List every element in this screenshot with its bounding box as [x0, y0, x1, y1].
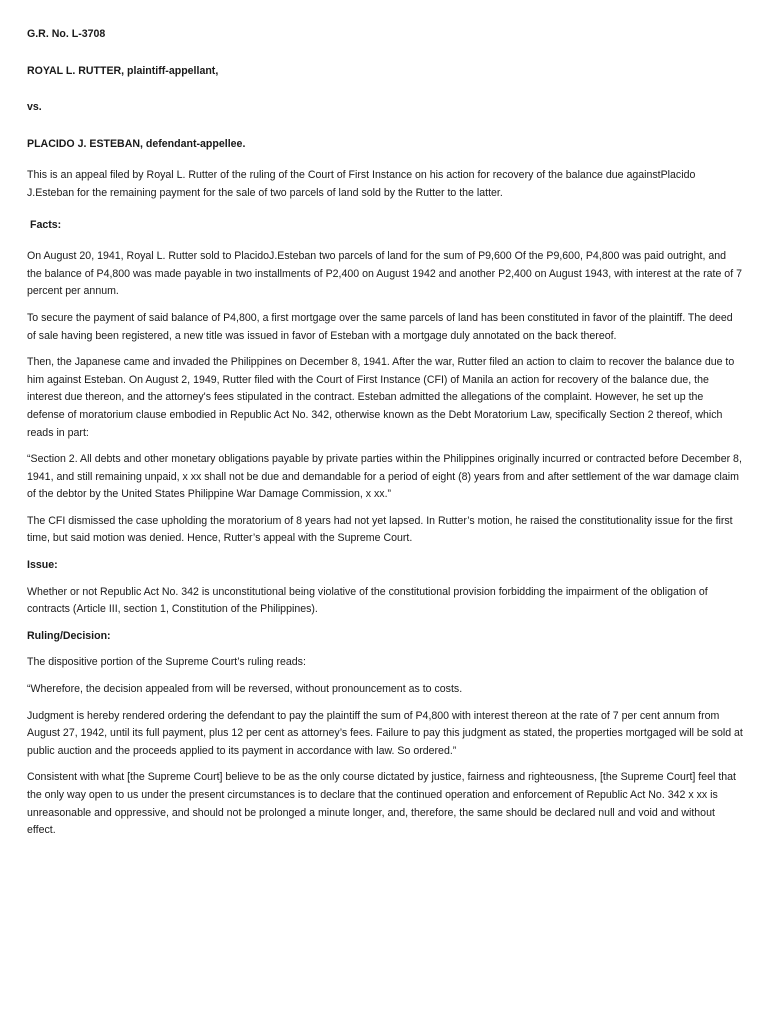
plaintiff-line: ROYAL L. RUTTER, plaintiff-appellant,: [27, 64, 219, 77]
facts-paragraph: To secure the payment of said balance of P4,800, a first mortgage over the same parcels of land has been constituted in favor of the plaintiff. The deed of sale having been registered, a new title was issued in favor of Esteban with a mortgage duly annotated on the back thereof.: [27, 311, 733, 342]
intro-paragraph: This is an appeal filed by Royal L. Rutter of the ruling of the Court of First Instance on his action for recovery of the balance due againstPlacido J.Esteban for the remaining payment for the sale of two parcels of land sold by the Rutter to the latter.: [27, 169, 696, 199]
quoted-provision: “Section 2. All debts and other monetary obligations payable by private parties within the Philippines originally incurred or contracted before December 8, 1941, and still remaining unpaid, x xx shall not be due and demandable for a period of eight (8) years from and after settlement of the war damage claim of the debtor by the United States Philippine War Damage Commission, x xx.”: [27, 453, 742, 501]
case-number: G.R. No. L-3708: [27, 28, 106, 40]
facts-heading: Facts:: [30, 218, 62, 231]
ruling-paragraph: “Wherefore, the decision appealed from will be reversed, without pronouncement as to costs.: [27, 683, 463, 696]
ruling-paragraph: Judgment is hereby rendered ordering the defendant to pay the plaintiff the sum of P4,800 with interest thereon at the rate of 7 per cent annum from August 27, 1942, until its full payment, plus 12 per cent as attorney’s fees. Failure to pay this judgment as stated, the properties mortgaged will be sold at public auction and the proceeds applied to its payment in accordance with law. So ordered.”: [27, 709, 743, 757]
issue-paragraph: Whether or not Republic Act No. 342 is unconstitutional being violative of the constitutional provision forbidding the impairment of the obligation of contracts (Article III, section 1, Constitution of the Philippines).: [27, 585, 708, 616]
facts-paragraph: Then, the Japanese came and invaded the Philippines on December 8, 1941. After the war, Rutter filed an action to claim to recover the balance due to him against Esteban. On August 2, 1949, Rutter filed with the Court of First Instance (CFI) of Manila an action for recovery of the balance due, the interest due thereon, and the attorney's fees stipulated in the contract. Esteban admitted the allegations of the complaint. However, he set up the defense of moratorium clause embodied in Republic Act No. 342, otherwise known as the Debt Moratorium Law, specifically Section 2 thereof, which reads in part:: [27, 356, 735, 439]
ruling-paragraph: The dispositive portion of the Supreme Court’s ruling reads:: [27, 656, 306, 669]
issue-heading: Issue:: [27, 559, 58, 572]
ruling-heading: Ruling/Decision:: [27, 629, 111, 642]
facts-paragraph: On August 20, 1941, Royal L. Rutter sold to PlacidoJ.Esteban two parcels of land for the sum of P9,600 Of the P9,600, P4,800 was paid outright, and the balance of P4,800 was made payable in two installments of P2,400 on August 1942 and another P2,400 on August 1943, with interest at the rate of 7 percent per annum.: [27, 250, 742, 298]
facts-paragraph: The CFI dismissed the case upholding the moratorium of 8 years had not yet lapsed. In Rutter’s motion, he raised the constitutionality issue for the first time, but said motion was denied. Hence, Rutter’s appeal with the Supreme Court.: [27, 514, 733, 545]
versus-line: vs.: [27, 101, 42, 114]
ruling-paragraph: Consistent with what [the Supreme Court] believe to be as the only course dictated by justice, fairness and righteousness, [the Supreme Court] feel that the only way open to us under the present circumstances is to declare that the continued operation and enforcement of Republic Act No. 342 x xx is unreasonable and oppressive, and should not be prolonged a minute longer, and, therefore, the same should be declared null and void and without effect.: [27, 771, 736, 837]
defendant-line: PLACIDO J. ESTEBAN, defendant-appellee.: [27, 137, 246, 150]
document-page: [27, 26, 743, 849]
